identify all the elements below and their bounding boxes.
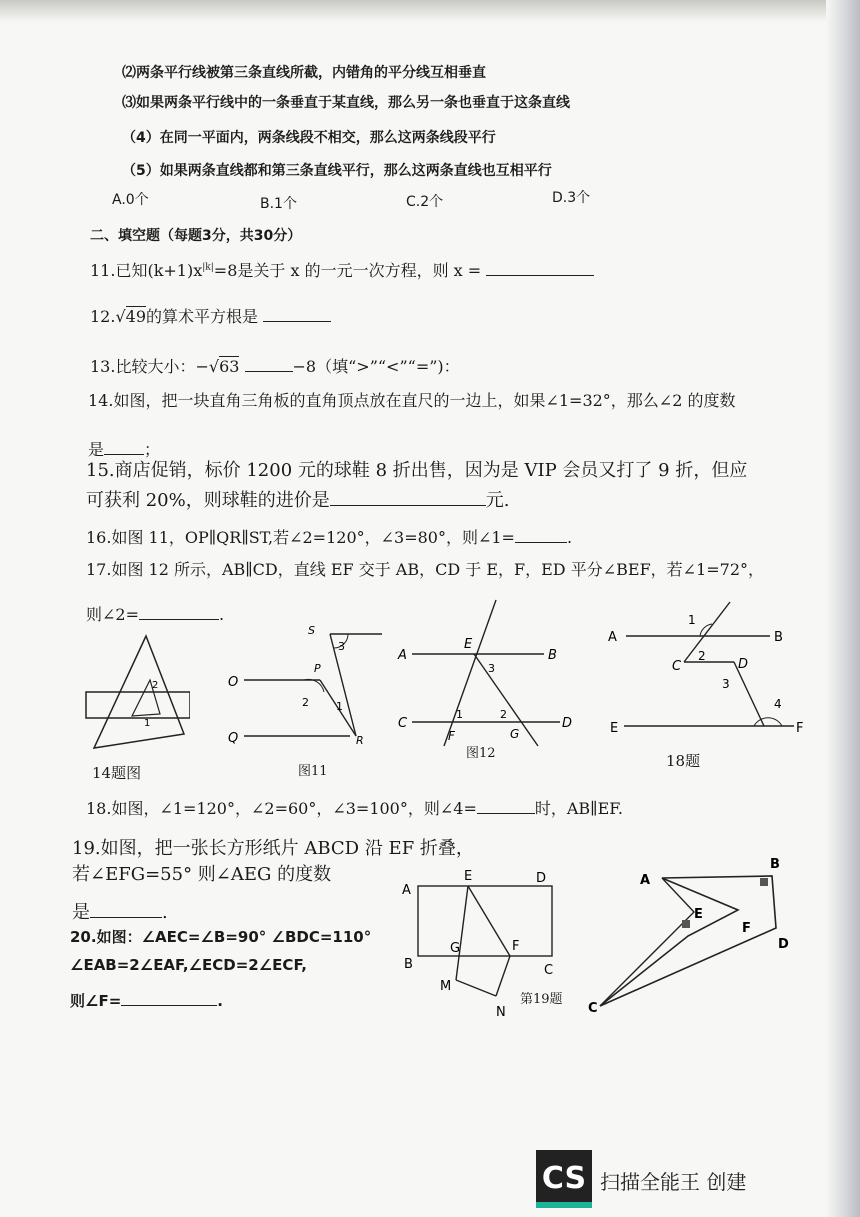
camscanner-text: 扫描全能王 创建: [600, 1170, 747, 1194]
q18-answer-blank[interactable]: [477, 799, 535, 814]
label-P: P: [314, 662, 321, 675]
q20-answer-blank[interactable]: [121, 991, 217, 1006]
q12-answer-blank[interactable]: [263, 307, 331, 322]
label-E: E: [610, 721, 619, 736]
statement-2: ⑵两条平行线被第三条直线所截，内错角的平分线互相垂直: [122, 65, 486, 81]
question-11: [90, 258, 594, 281]
angle-label-1: 1: [456, 708, 463, 721]
figure-20: [580, 852, 800, 1016]
q12-prefix: 12.: [90, 307, 116, 326]
label-B: B: [774, 630, 783, 645]
label-B: B: [548, 648, 557, 663]
question-15-line2: [86, 486, 509, 512]
camscanner-logo-stripe: [536, 1202, 592, 1208]
question-19-line1: 19.如图，把一张长方形纸片 ABCD 沿 EF 折叠，: [72, 838, 474, 859]
figure-18: [604, 596, 810, 746]
label-C: C: [398, 716, 408, 731]
label-M: M: [440, 979, 452, 994]
figure-14: [80, 630, 190, 755]
label-Q: Q: [228, 731, 239, 746]
angle-label-1: 1: [144, 718, 151, 729]
q12-rest: 的算术平方根是: [146, 307, 259, 326]
figure-18-caption: 18题: [666, 752, 701, 770]
label-A: A: [640, 873, 651, 888]
question-17-line1: 17.如图 12 所示，AB∥CD，直线 EF 交于 AB，CD 于 E，F，ED 平分∠BEF，若∠1=72°，: [86, 560, 765, 579]
q16-pre: 16.如图 11，OP∥QR∥ST,若∠2=120°，∠3=80°，则∠1=: [86, 528, 515, 547]
label-D: D: [738, 657, 749, 672]
q13-prefix: 13.比较大小：: [90, 357, 196, 376]
label-E: E: [694, 907, 703, 922]
question-15-line1: 15.商店促销，标价 1200 元的球鞋 8 折出售，因为是 VIP 会员又打了 9 折，但应: [86, 460, 748, 481]
q17-pre: 则∠2=: [86, 605, 139, 624]
section-title: 二、填空题（每题3分，共30分）: [90, 228, 302, 244]
question-14-line1: 14.如图，把一块直角三角板的直角顶点放在直尺的一边上，如果∠1=32°，那么∠2 的度数: [88, 391, 736, 410]
question-20-line2: ∠EAB=2∠EAF,∠ECD=2∠ECF,: [70, 956, 307, 974]
label-B: B: [404, 957, 413, 972]
option-b: B.1个: [260, 196, 297, 212]
camscanner-logo: CS: [536, 1150, 592, 1208]
label-B: B: [770, 857, 780, 872]
q13-radicand: 63: [219, 357, 240, 376]
question-16: [86, 525, 572, 548]
q14-answer-blank[interactable]: [104, 440, 144, 455]
q11-expr: (k+1)x: [147, 261, 203, 280]
label-O: O: [228, 675, 239, 690]
rectangle-abcd: [418, 886, 552, 956]
q12-radicand: 49: [125, 307, 147, 326]
right-angle-mark-b: [760, 878, 768, 886]
statement-4: （4）在同一平面内，两条线段不相交，那么这两条线段平行: [122, 130, 496, 146]
question-18: [86, 796, 623, 819]
question-19-line3: [72, 898, 168, 924]
label-A: A: [608, 630, 617, 645]
q14-pre: 是: [88, 440, 105, 459]
q11-exp: |k|: [202, 262, 214, 273]
label-C: C: [672, 659, 682, 674]
sqrt-sign: √: [115, 307, 126, 326]
question-13: [90, 354, 460, 377]
label-F: F: [796, 721, 804, 736]
angle-label-2: 2: [152, 680, 159, 691]
q17-answer-blank[interactable]: [139, 605, 219, 620]
label-F: F: [448, 729, 455, 743]
q19-post: .: [162, 902, 168, 923]
q13-rest: −8（填“>”“<”“=”)：: [292, 357, 460, 376]
option-d: D.3个: [552, 190, 591, 206]
right-angle-mark-e: [682, 920, 690, 928]
sqrt-sign: √: [208, 357, 220, 376]
q20-pre: 则∠F=: [70, 992, 122, 1010]
statement-5: （5）如果两条直线都和第三条直线平行，那么这两条直线也互相平行: [122, 163, 552, 179]
q15-post: 元.: [485, 490, 510, 511]
figure-19: [398, 864, 598, 1022]
label-R: R: [356, 734, 364, 747]
label-G: G: [510, 727, 520, 741]
figure-19-caption: 第19题: [520, 992, 563, 1007]
angle-label-3: 3: [722, 677, 730, 691]
q14-post: ；: [144, 440, 161, 459]
label-D: D: [778, 937, 789, 952]
question-20-line3: [70, 990, 223, 1011]
figure-11-caption: 图11: [298, 764, 328, 779]
q11-answer-blank[interactable]: [486, 261, 594, 276]
angle-label-3: 3: [488, 662, 495, 675]
angle-label-1: 1: [336, 700, 343, 713]
label-A: A: [398, 648, 407, 663]
angle-label-3: 3: [338, 640, 345, 653]
q17-post: .: [219, 605, 225, 624]
scan-edge-right: [826, 0, 860, 1217]
q11-rest: =8是关于 x 的一元一次方程，则 x =: [213, 261, 482, 280]
q19-answer-blank[interactable]: [90, 903, 162, 918]
scan-edge-top: [0, 0, 860, 22]
q15-answer-blank[interactable]: [330, 491, 486, 506]
label-S: S: [308, 624, 315, 637]
figure-12-caption: 图12: [466, 746, 496, 761]
label-C: C: [544, 963, 554, 978]
q13-answer-blank[interactable]: [245, 357, 293, 372]
angle-label-2: 2: [500, 708, 507, 721]
label-E: E: [464, 869, 473, 884]
q20-post: .: [217, 992, 223, 1010]
q19-pre: 是: [72, 902, 90, 923]
angle-label-1: 1: [688, 613, 696, 627]
label-G: G: [450, 941, 461, 956]
q18-post: 时，AB∥EF.: [534, 799, 623, 818]
statement-3: ⑶如果两条平行线中的一条垂直于某直线，那么另一条也垂直于这条直线: [122, 95, 570, 111]
label-D: D: [562, 716, 573, 731]
label-D: D: [536, 871, 547, 886]
q18-pre: 18.如图，∠1=120°，∠2=60°，∠3=100°，则∠4=: [86, 799, 477, 818]
label-C: C: [588, 1001, 598, 1016]
label-F: F: [742, 921, 751, 936]
angle-label-4: 4: [774, 697, 782, 711]
question-17-line2: [86, 602, 224, 625]
label-E: E: [464, 637, 473, 652]
q11-prefix: 11.已知: [90, 261, 148, 280]
question-12: [90, 304, 331, 327]
q13-neg: −: [195, 357, 209, 376]
question-19-line2: 若∠EFG=55° 则∠AEG 的度数: [72, 864, 332, 885]
angle-label-2: 2: [698, 649, 706, 663]
option-a: A.0个: [112, 192, 149, 208]
figure-11: [224, 618, 384, 753]
label-A: A: [402, 883, 411, 898]
label-N: N: [496, 1005, 506, 1020]
option-c: C.2个: [406, 194, 444, 210]
q16-answer-blank[interactable]: [515, 528, 567, 543]
question-20-line1: 20.如图：∠AEC=∠B=90° ∠BDC=110°: [70, 928, 372, 946]
q16-post: .: [566, 528, 573, 547]
label-F: F: [512, 939, 520, 954]
figure-14-caption: 14题图: [92, 764, 142, 782]
angle-label-2: 2: [302, 696, 309, 709]
figure-12: [394, 596, 580, 748]
q15-pre: 可获利 20%，则球鞋的进价是: [86, 490, 330, 511]
